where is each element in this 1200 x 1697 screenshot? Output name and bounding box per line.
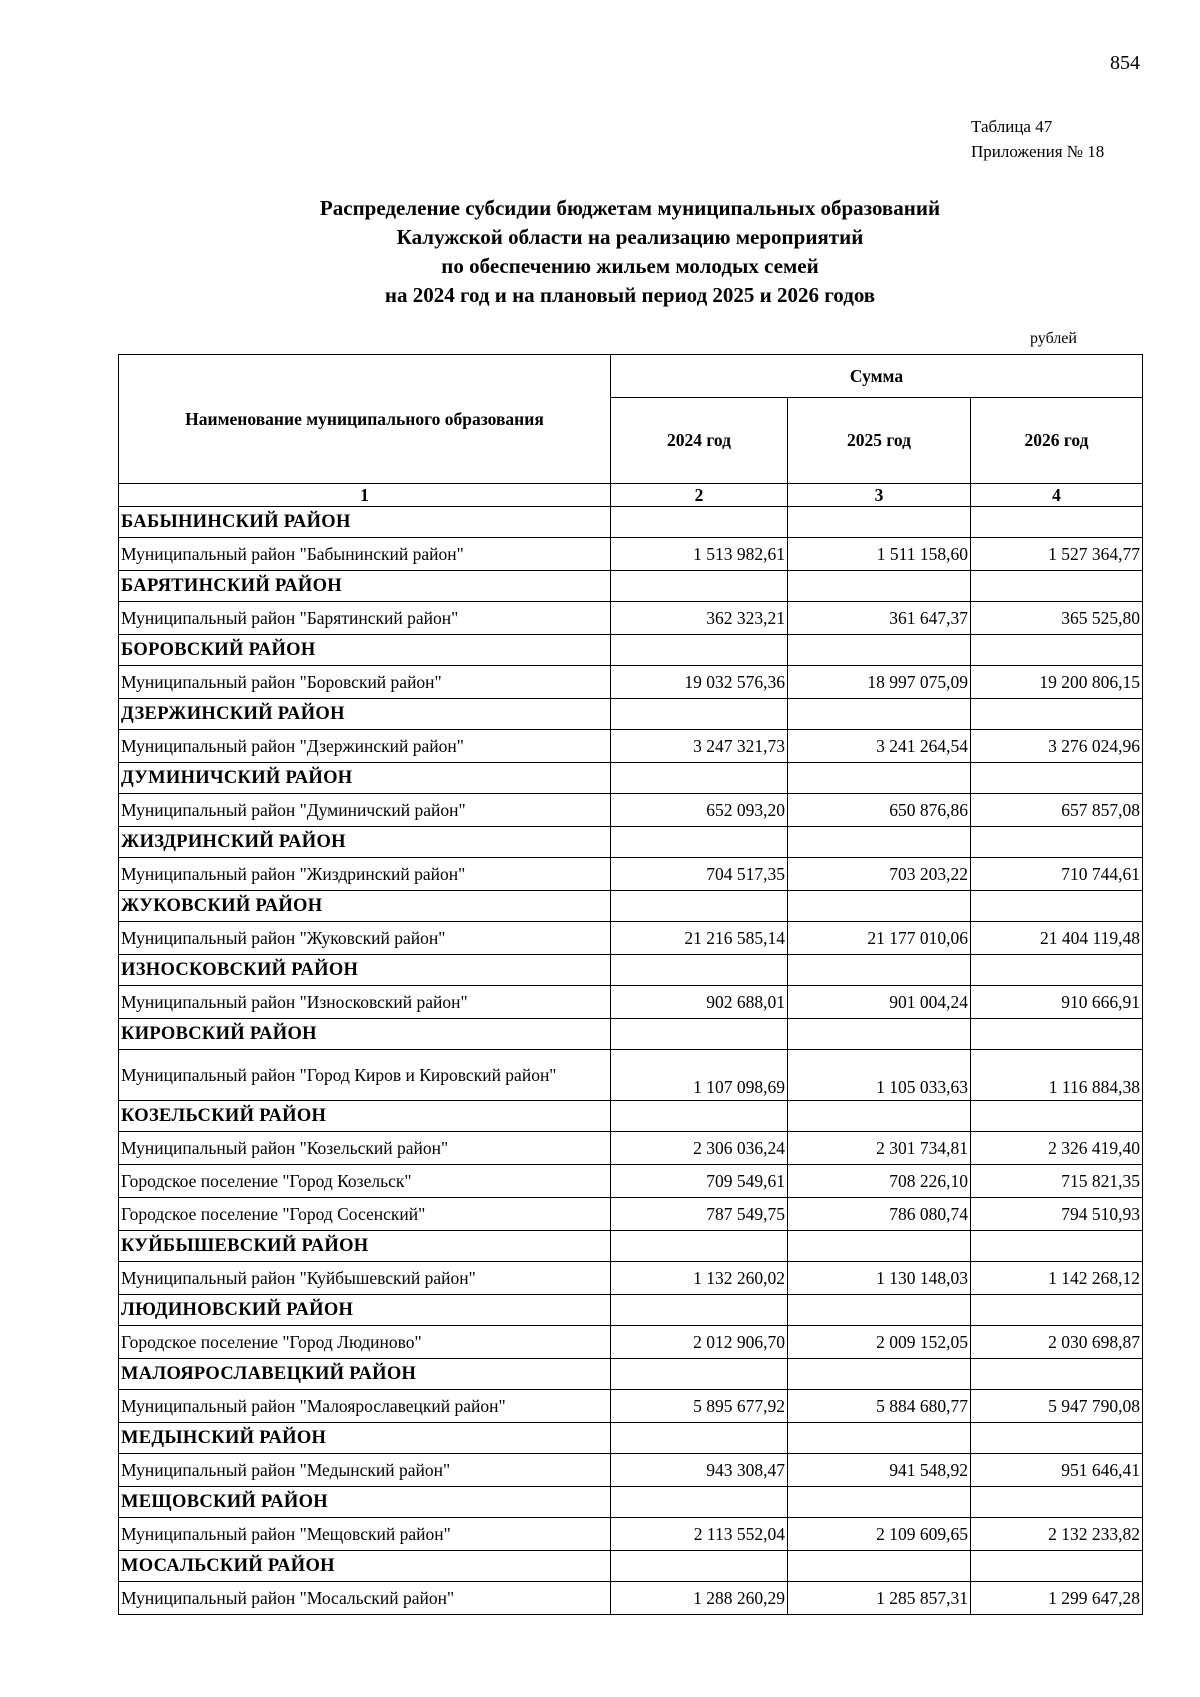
empty-cell bbox=[611, 1295, 788, 1326]
district-row bbox=[119, 699, 1143, 730]
empty-cell bbox=[611, 955, 788, 986]
amount-2024: 2 113 552,04 bbox=[611, 1518, 788, 1551]
amount-2024: 2 012 906,70 bbox=[611, 1326, 788, 1359]
empty-cell bbox=[611, 507, 788, 538]
empty-cell bbox=[788, 1487, 971, 1518]
district-name: МАЛОЯРОСЛАВЕЦКИЙ РАЙОН bbox=[119, 1359, 611, 1390]
district-row bbox=[119, 1359, 1143, 1390]
empty-cell bbox=[611, 1101, 788, 1132]
district-row bbox=[119, 763, 1143, 794]
amount-2025: 1 511 158,60 bbox=[788, 538, 971, 571]
empty-cell bbox=[611, 1487, 788, 1518]
amount-2025: 2 009 152,05 bbox=[788, 1326, 971, 1359]
district-row bbox=[119, 571, 1143, 602]
amount-2024: 704 517,35 bbox=[611, 858, 788, 891]
amount-2025: 1 130 148,03 bbox=[788, 1262, 971, 1295]
amount-2025: 21 177 010,06 bbox=[788, 922, 971, 955]
empty-cell bbox=[971, 571, 1143, 602]
empty-cell bbox=[611, 1359, 788, 1390]
municipality-row bbox=[119, 1582, 1143, 1615]
amount-2025: 2 301 734,81 bbox=[788, 1132, 971, 1165]
empty-cell bbox=[611, 571, 788, 602]
amount-2026: 365 525,80 bbox=[971, 602, 1143, 635]
amount-2024: 5 895 677,92 bbox=[611, 1390, 788, 1423]
municipality-name: Муниципальный район "Бабынинский район" bbox=[119, 538, 611, 571]
municipality-row bbox=[119, 1262, 1143, 1295]
table-reference bbox=[971, 114, 1104, 164]
municipality-row bbox=[119, 1165, 1143, 1198]
empty-cell bbox=[611, 699, 788, 730]
amount-2026: 1 299 647,28 bbox=[971, 1582, 1143, 1615]
district-row bbox=[119, 891, 1143, 922]
empty-cell bbox=[971, 635, 1143, 666]
amount-2025: 708 226,10 bbox=[788, 1165, 971, 1198]
empty-cell bbox=[788, 763, 971, 794]
municipality-row bbox=[119, 1198, 1143, 1231]
amount-2026: 3 276 024,96 bbox=[971, 730, 1143, 763]
empty-cell bbox=[971, 1551, 1143, 1582]
header-year-2024: 2024 год bbox=[611, 398, 788, 484]
empty-cell bbox=[611, 1231, 788, 1262]
amount-2025: 650 876,86 bbox=[788, 794, 971, 827]
amount-2026: 794 510,93 bbox=[971, 1198, 1143, 1231]
municipality-name: Муниципальный район "Малоярославецкий район" bbox=[119, 1390, 611, 1423]
municipality-name: Городское поселение "Город Людиново" bbox=[119, 1326, 611, 1359]
municipality-name: Муниципальный район "Боровский район" bbox=[119, 666, 611, 699]
amount-2025: 2 109 609,65 bbox=[788, 1518, 971, 1551]
district-name: БАРЯТИНСКИЙ РАЙОН bbox=[119, 571, 611, 602]
amount-2025: 1 285 857,31 bbox=[788, 1582, 971, 1615]
district-name: КОЗЕЛЬСКИЙ РАЙОН bbox=[119, 1101, 611, 1132]
district-name: КИРОВСКИЙ РАЙОН bbox=[119, 1019, 611, 1050]
municipality-name: Муниципальный район "Дзержинский район" bbox=[119, 730, 611, 763]
municipality-row bbox=[119, 1390, 1143, 1423]
empty-cell bbox=[788, 507, 971, 538]
header-sum: Сумма bbox=[611, 355, 1143, 398]
empty-cell bbox=[971, 1359, 1143, 1390]
municipality-name: Муниципальный район "Жиздринский район" bbox=[119, 858, 611, 891]
amount-2026: 1 116 884,38 bbox=[971, 1050, 1143, 1101]
municipality-row bbox=[119, 858, 1143, 891]
amount-2025: 786 080,74 bbox=[788, 1198, 971, 1231]
document-title bbox=[110, 194, 1150, 310]
district-row bbox=[119, 1101, 1143, 1132]
empty-cell bbox=[611, 1019, 788, 1050]
district-row bbox=[119, 507, 1143, 538]
district-name: МЕЩОВСКИЙ РАЙОН bbox=[119, 1487, 611, 1518]
title-line: Калужской области на реализацию мероприятий bbox=[396, 225, 864, 249]
empty-cell bbox=[971, 699, 1143, 730]
amount-2024: 1 513 982,61 bbox=[611, 538, 788, 571]
amount-2026: 21 404 119,48 bbox=[971, 922, 1143, 955]
empty-cell bbox=[788, 1101, 971, 1132]
amount-2026: 951 646,41 bbox=[971, 1454, 1143, 1487]
amount-2024: 943 308,47 bbox=[611, 1454, 788, 1487]
amount-2024: 21 216 585,14 bbox=[611, 922, 788, 955]
empty-cell bbox=[971, 1231, 1143, 1262]
municipality-name: Муниципальный район "Куйбышевский район" bbox=[119, 1262, 611, 1295]
amount-2025: 5 884 680,77 bbox=[788, 1390, 971, 1423]
header-year-2026: 2026 год bbox=[971, 398, 1143, 484]
amount-2026: 657 857,08 bbox=[971, 794, 1143, 827]
municipality-name: Муниципальный район "Думиничский район" bbox=[119, 794, 611, 827]
district-name: БОРОВСКИЙ РАЙОН bbox=[119, 635, 611, 666]
amount-2024: 3 247 321,73 bbox=[611, 730, 788, 763]
empty-cell bbox=[788, 1359, 971, 1390]
empty-cell bbox=[971, 1295, 1143, 1326]
amount-2024: 1 132 260,02 bbox=[611, 1262, 788, 1295]
amount-2026: 1 142 268,12 bbox=[971, 1262, 1143, 1295]
empty-cell bbox=[788, 891, 971, 922]
amount-2025: 703 203,22 bbox=[788, 858, 971, 891]
amount-2026: 1 527 364,77 bbox=[971, 538, 1143, 571]
empty-cell bbox=[971, 763, 1143, 794]
empty-cell bbox=[971, 827, 1143, 858]
column-number: 2 bbox=[611, 484, 788, 507]
amount-2026: 710 744,61 bbox=[971, 858, 1143, 891]
amount-2025: 1 105 033,63 bbox=[788, 1050, 971, 1101]
district-name: ЛЮДИНОВСКИЙ РАЙОН bbox=[119, 1295, 611, 1326]
empty-cell bbox=[788, 699, 971, 730]
municipality-row bbox=[119, 986, 1143, 1019]
empty-cell bbox=[971, 1101, 1143, 1132]
amount-2026: 2 030 698,87 bbox=[971, 1326, 1143, 1359]
municipality-row bbox=[119, 1326, 1143, 1359]
district-name: ДЗЕРЖИНСКИЙ РАЙОН bbox=[119, 699, 611, 730]
subsidy-table bbox=[118, 354, 1143, 1615]
amount-2024: 652 093,20 bbox=[611, 794, 788, 827]
district-name: МЕДЫНСКИЙ РАЙОН bbox=[119, 1423, 611, 1454]
empty-cell bbox=[611, 635, 788, 666]
district-row bbox=[119, 1019, 1143, 1050]
district-name: ЖИЗДРИНСКИЙ РАЙОН bbox=[119, 827, 611, 858]
municipality-name: Муниципальный район "Мещовский район" bbox=[119, 1518, 611, 1551]
empty-cell bbox=[788, 955, 971, 986]
table-number: Таблица 47 bbox=[971, 117, 1053, 136]
empty-cell bbox=[971, 955, 1143, 986]
district-name: МОСАЛЬСКИЙ РАЙОН bbox=[119, 1551, 611, 1582]
municipality-name: Городское поселение "Город Козельск" bbox=[119, 1165, 611, 1198]
district-row bbox=[119, 827, 1143, 858]
amount-2025: 3 241 264,54 bbox=[788, 730, 971, 763]
district-row bbox=[119, 635, 1143, 666]
municipality-row bbox=[119, 602, 1143, 635]
title-line: по обеспечению жильем молодых семей bbox=[441, 254, 819, 278]
district-name: ИЗНОСКОВСКИЙ РАЙОН bbox=[119, 955, 611, 986]
column-number-row bbox=[119, 484, 1143, 507]
empty-cell bbox=[788, 1019, 971, 1050]
page-number: 854 bbox=[1110, 52, 1140, 74]
district-name: КУЙБЫШЕВСКИЙ РАЙОН bbox=[119, 1231, 611, 1262]
district-row bbox=[119, 1423, 1143, 1454]
amount-2026: 2 132 233,82 bbox=[971, 1518, 1143, 1551]
amount-2026: 910 666,91 bbox=[971, 986, 1143, 1019]
empty-cell bbox=[611, 1551, 788, 1582]
municipality-row bbox=[119, 794, 1143, 827]
district-name: БАБЫНИНСКИЙ РАЙОН bbox=[119, 507, 611, 538]
empty-cell bbox=[971, 507, 1143, 538]
empty-cell bbox=[788, 1551, 971, 1582]
amount-2024: 902 688,01 bbox=[611, 986, 788, 1019]
amount-2026: 2 326 419,40 bbox=[971, 1132, 1143, 1165]
municipality-name: Муниципальный район "Медынский район" bbox=[119, 1454, 611, 1487]
column-number: 1 bbox=[119, 484, 611, 507]
title-line: на 2024 год и на плановый период 2025 и 2026 годов bbox=[384, 283, 876, 307]
amount-2025: 361 647,37 bbox=[788, 602, 971, 635]
empty-cell bbox=[971, 891, 1143, 922]
empty-cell bbox=[788, 827, 971, 858]
municipality-row bbox=[119, 538, 1143, 571]
appendix-number: Приложения № 18 bbox=[971, 142, 1105, 161]
district-name: ДУМИНИЧСКИЙ РАЙОН bbox=[119, 763, 611, 794]
municipality-name: Муниципальный район "Барятинский район" bbox=[119, 602, 611, 635]
amount-2024: 2 306 036,24 bbox=[611, 1132, 788, 1165]
amount-2024: 362 323,21 bbox=[611, 602, 788, 635]
district-row bbox=[119, 1551, 1143, 1582]
municipality-name: Муниципальный район "Мосальский район" bbox=[119, 1582, 611, 1615]
amount-2026: 5 947 790,08 bbox=[971, 1390, 1143, 1423]
header-name: Наименование муниципального образования bbox=[119, 355, 611, 484]
empty-cell bbox=[971, 1423, 1143, 1454]
municipality-row bbox=[119, 666, 1143, 699]
municipality-row bbox=[119, 1132, 1143, 1165]
column-number: 4 bbox=[971, 484, 1143, 507]
municipality-name: Муниципальный район "Износковский район" bbox=[119, 986, 611, 1019]
amount-2024: 787 549,75 bbox=[611, 1198, 788, 1231]
municipality-row bbox=[119, 1050, 1143, 1101]
empty-cell bbox=[611, 891, 788, 922]
amount-2024: 1 288 260,29 bbox=[611, 1582, 788, 1615]
amount-2026: 19 200 806,15 bbox=[971, 666, 1143, 699]
municipality-name: Городское поселение "Город Сосенский" bbox=[119, 1198, 611, 1231]
amount-2024: 19 032 576,36 bbox=[611, 666, 788, 699]
amount-2025: 901 004,24 bbox=[788, 986, 971, 1019]
empty-cell bbox=[611, 1423, 788, 1454]
header-year-2025: 2025 год bbox=[788, 398, 971, 484]
district-name: ЖУКОВСКИЙ РАЙОН bbox=[119, 891, 611, 922]
empty-cell bbox=[788, 571, 971, 602]
title-line: Распределение субсидии бюджетам муниципальных образований bbox=[319, 196, 941, 220]
district-row bbox=[119, 1231, 1143, 1262]
district-row bbox=[119, 955, 1143, 986]
empty-cell bbox=[788, 1231, 971, 1262]
empty-cell bbox=[611, 763, 788, 794]
empty-cell bbox=[788, 635, 971, 666]
amount-2024: 1 107 098,69 bbox=[611, 1050, 788, 1101]
empty-cell bbox=[788, 1423, 971, 1454]
column-number: 3 bbox=[788, 484, 971, 507]
empty-cell bbox=[611, 827, 788, 858]
municipality-name: Муниципальный район "Город Киров и Кировский район" bbox=[119, 1050, 611, 1101]
municipality-row bbox=[119, 1518, 1143, 1551]
municipality-row bbox=[119, 1454, 1143, 1487]
empty-cell bbox=[971, 1019, 1143, 1050]
empty-cell bbox=[971, 1487, 1143, 1518]
district-row bbox=[119, 1487, 1143, 1518]
amount-2026: 715 821,35 bbox=[971, 1165, 1143, 1198]
municipality-row bbox=[119, 730, 1143, 763]
units-label: рублей bbox=[1030, 330, 1077, 347]
municipality-name: Муниципальный район "Жуковский район" bbox=[119, 922, 611, 955]
amount-2025: 18 997 075,09 bbox=[788, 666, 971, 699]
municipality-row bbox=[119, 922, 1143, 955]
empty-cell bbox=[788, 1295, 971, 1326]
municipality-name: Муниципальный район "Козельский район" bbox=[119, 1132, 611, 1165]
header-row bbox=[119, 355, 1143, 398]
amount-2025: 941 548,92 bbox=[788, 1454, 971, 1487]
table-body bbox=[119, 507, 1143, 1615]
district-row bbox=[119, 1295, 1143, 1326]
amount-2024: 709 549,61 bbox=[611, 1165, 788, 1198]
